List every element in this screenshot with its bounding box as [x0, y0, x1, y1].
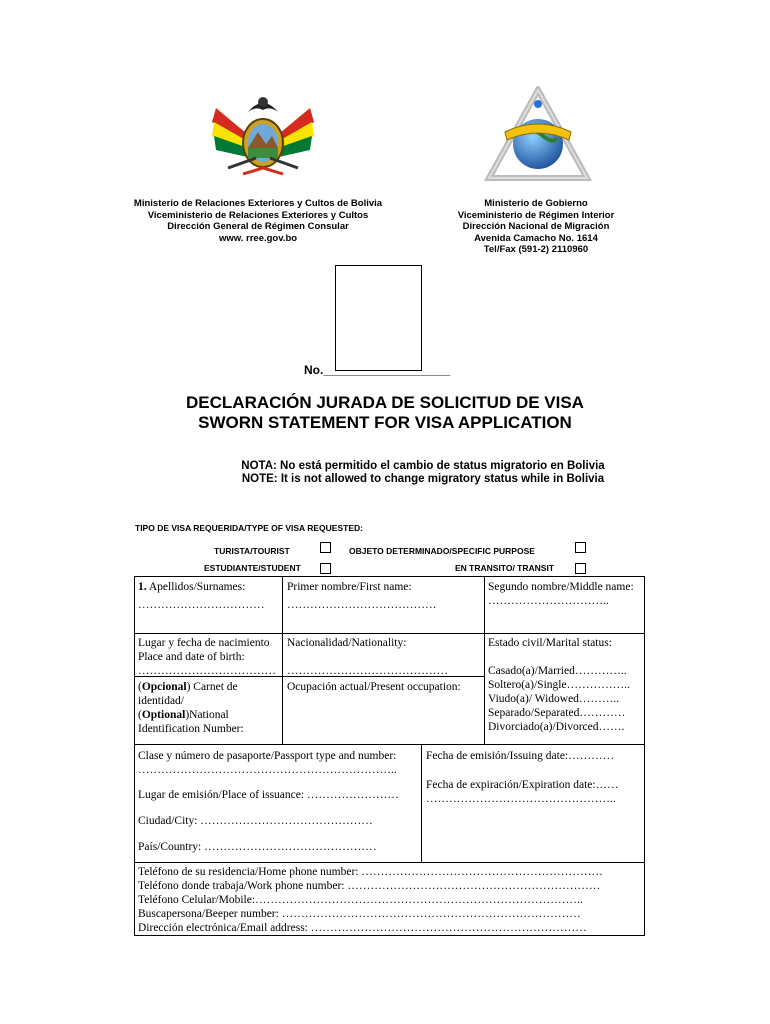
visa-student-checkbox[interactable]: [320, 563, 331, 574]
surnames-label: [138, 580, 245, 594]
expiry-date-field[interactable]: …………………………………………..: [426, 793, 616, 805]
right-header: [436, 198, 636, 256]
birth-label-2: Place and date of birth:: [138, 651, 245, 663]
bolivia-coat-of-arms-icon: [208, 88, 318, 184]
right-header-line: Ministerio de Gobierno: [484, 198, 588, 209]
marital-widowed-option[interactable]: Viudo(a)/ Widowed………..: [488, 693, 620, 705]
left-header-line: Viceministerio de Relaciones Exteriores y Cultos: [147, 209, 369, 221]
optional-en-text: Optional: [141, 709, 186, 721]
visa-type-student-label: ESTUDIANTE/STUDENT: [204, 563, 301, 573]
optional-es-text: Opcional: [141, 681, 187, 693]
id-label-line4: Identification Number:: [138, 723, 244, 735]
migratory-note: [228, 460, 618, 486]
birth-label-1: Lugar y fecha de nacimiento: [138, 637, 270, 649]
table-border: [134, 633, 645, 634]
visa-type-specific-label: OBJETO DETERMINADO/SPECIFIC PURPOSE: [349, 546, 535, 556]
occupation-label: Ocupación actual/Present occupation:: [287, 681, 461, 693]
beeper-field[interactable]: Buscapersona/Beeper number: ……………………………………………………………………: [138, 908, 581, 920]
left-header-line: Ministerio de Relaciones Exteriores y Cultos de Bolivia: [133, 198, 383, 209]
first-name-label: Primer nombre/First name:: [287, 581, 412, 593]
visa-type-tourist-label: TURISTA/TOURIST: [214, 546, 290, 556]
note-english: NOTE: It is not allowed to change migratory status while in Bolivia: [241, 473, 605, 485]
id-label-line3: (Optional)National: [138, 709, 229, 721]
marital-single-option[interactable]: Soltero(a)/Single……………..: [488, 679, 630, 691]
visa-tourist-checkbox[interactable]: [320, 542, 331, 553]
passport-label: Clase y número de pasaporte/Passport type and number:: [138, 750, 397, 762]
birth-field[interactable]: ………………………………: [138, 665, 276, 677]
first-name-field[interactable]: …………………………………: [287, 599, 437, 611]
photo-box[interactable]: [335, 265, 422, 371]
left-header: [110, 198, 406, 244]
application-number-field[interactable]: No.___________________: [304, 363, 451, 377]
id-label-line1: (Opcional) Carnet de: [138, 681, 238, 693]
title-spanish: DECLARACIÓN JURADA DE SOLICITUD DE VISA: [186, 393, 584, 412]
country-field[interactable]: País/Country: ………………………………………: [138, 841, 377, 853]
expiry-date-label: Fecha de expiración/Expiration date:……: [426, 779, 619, 791]
title-english: SWORN STATEMENT FOR VISA APPLICATION: [198, 413, 572, 432]
home-phone-field[interactable]: Teléfono de su residencia/Home phone number: ………………………………………………………: [138, 866, 603, 878]
table-border: [134, 862, 645, 863]
nationality-label: Nacionalidad/Nationality:: [287, 637, 407, 649]
issue-date-field[interactable]: Fecha de emisión/Issuing date:…………: [426, 750, 615, 762]
table-border: [282, 576, 283, 744]
note-spanish: NOTA: No está permitido el cambio de status migratorio en Bolivia: [241, 460, 605, 472]
passport-field[interactable]: …………………………………………………………..: [138, 764, 397, 776]
marital-status-label: Estado civil/Marital status:: [488, 637, 612, 649]
middle-name-field[interactable]: …………………………..: [488, 595, 609, 607]
surnames-field[interactable]: ……………………………: [138, 599, 265, 611]
section-number: 1.: [138, 581, 147, 593]
marital-separated-option[interactable]: Separado/Separated…………: [488, 707, 626, 719]
table-border: [644, 576, 645, 936]
visa-type-heading: TIPO DE VISA REQUERIDA/TYPE OF VISA REQUESTED:: [135, 523, 363, 533]
table-border: [484, 576, 485, 744]
visa-specific-checkbox[interactable]: [575, 542, 586, 553]
table-border: [134, 576, 135, 936]
issue-place-field[interactable]: Lugar de emisión/Place of issuance: ……………………: [138, 789, 399, 801]
middle-name-label: Segundo nombre/Middle name:: [488, 581, 634, 593]
right-header-line: Viceministerio de Régimen Interior: [457, 209, 615, 221]
nationality-field[interactable]: ……………………………………: [287, 665, 448, 677]
left-header-line: Dirección General de Régimen Consular: [167, 221, 349, 233]
id-label-line2: identidad/: [138, 695, 184, 707]
work-phone-field[interactable]: Teléfono donde trabaja/Work phone number: …………………………………………………………: [138, 880, 601, 892]
email-field[interactable]: Dirección electrónica/Email address: ………………………………………………………………: [138, 922, 587, 934]
table-border: [134, 576, 645, 577]
visa-type-transit-label: EN TRANSITO/ TRANSIT: [455, 563, 555, 573]
right-header-line: Dirección Nacional de Migración: [462, 221, 610, 233]
marital-married-option[interactable]: Casado(a)/Married…………..: [488, 665, 627, 677]
marital-divorced-option[interactable]: Divorciado(a)/Divorced…….: [488, 721, 625, 733]
mobile-phone-field[interactable]: Teléfono Celular/Mobile:…………………………………………………………………………..: [138, 894, 583, 906]
migracion-logo-icon: [483, 86, 593, 184]
table-border: [134, 935, 645, 936]
visa-transit-checkbox[interactable]: [575, 563, 586, 574]
id-label-text: ) Carnet de: [186, 681, 238, 693]
left-header-line: www. rree.gov.bo: [218, 232, 298, 244]
page-title: [0, 393, 770, 433]
right-header-line: Avenida Camacho No. 1614: [474, 232, 598, 244]
table-border: [421, 744, 422, 862]
right-header-line: Tel/Fax (591-2) 2110960: [483, 244, 589, 256]
table-border: [134, 744, 645, 745]
city-field[interactable]: Ciudad/City: ………………………………………: [138, 815, 373, 827]
surnames-label-text: Apellidos/Surnames:: [146, 581, 246, 593]
id-label-text: )National: [185, 709, 229, 721]
